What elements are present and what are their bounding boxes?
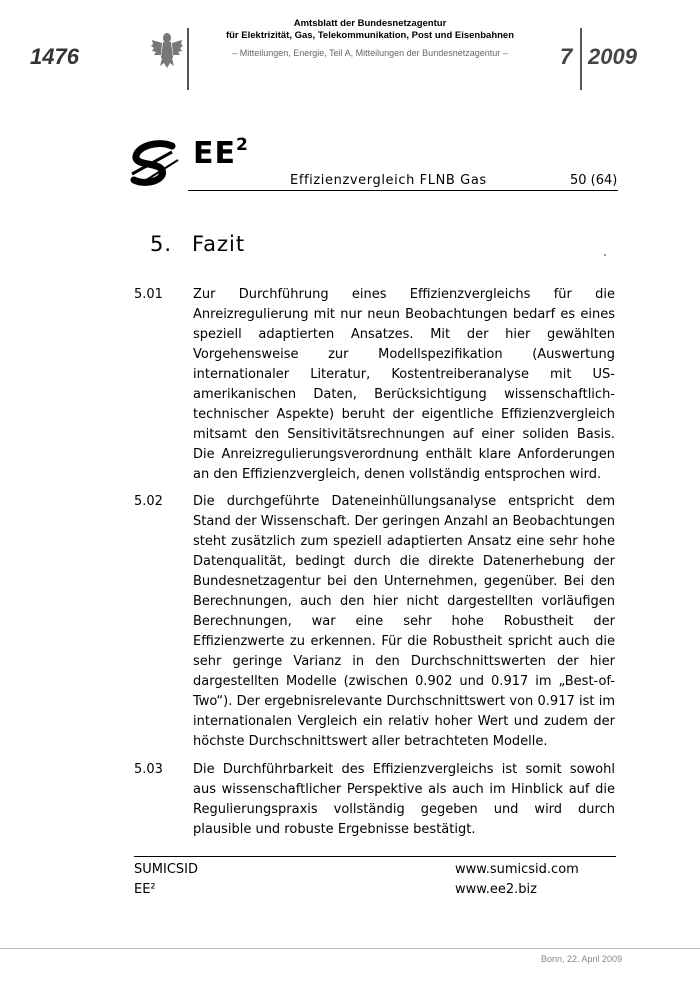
stray-dot <box>604 254 606 256</box>
publication-date: Bonn, 22. April 2009 <box>541 954 623 964</box>
section-title: Fazit <box>192 232 246 256</box>
page-bottom-rule <box>0 948 700 949</box>
report-title: Effizienzvergleich FLNB Gas <box>290 173 487 188</box>
issue-year: 2009 <box>588 44 637 69</box>
header-divider-right <box>580 28 582 90</box>
gazette-subtitle: für Elektrizität, Gas, Telekommunikation, Post und Eisenbahnen <box>225 30 515 41</box>
ee2-brand: $EE^2$ <box>193 135 249 171</box>
footer-url-ee2: www.ee2.biz <box>455 882 537 897</box>
report-header-rule <box>188 190 618 191</box>
gazette-section: – Mitteilungen, Energie, Teil A, Mitteilungen der Bundesnetzagentur – <box>232 48 508 58</box>
gazette-header <box>205 18 535 64</box>
item-text: Zur Durchführung eines Effizienzvergleichs für die Anreizregulierung mit nur neun Beobachtungen bedarf es eines speziell adaptierten Ansatzes. Mit der hier gewählten Vorgehensweise zur Modellspezifikation (Auswertung internationaler Literatur, Kostentreiberanalyse mit US-amerikanischen Daten, Berücksichtigung wissenschaftlich-technischer Aspekte) beruht der eigentliche Effizienzvergleich mitsamt den Sensitivitätsrechnungen auf einer soliden Basis. Die Anreizregulierungsverordnung enthält klare Anforderungen an den Effizienzvergleich, denen vollständig entsprochen wird. <box>193 287 615 482</box>
footer-url-sumicsid: www.sumicsid.com <box>455 862 579 877</box>
ee2-logo-icon <box>128 140 184 190</box>
report-page-number: 50 (64) <box>570 173 618 188</box>
footer-rule <box>134 856 616 857</box>
gazette-title: Amtsblatt der Bundesnetzagentur <box>293 18 447 29</box>
footer-company: SUMICSID <box>134 862 198 877</box>
footer-brand: EE² <box>134 882 156 897</box>
item-number: 5.03 <box>134 762 163 777</box>
issue-number: 7 <box>560 44 573 69</box>
item-text: Die durchgeführte Dateneinhüllungsanalyse entspricht dem Stand der Wissenschaft. Der geringen Anzahl an Beobachtungen steht zusätzlich zum speziell adaptierten Ansatz eine sehr hohe Datenqualität, bedingt durch die direkte Datenerhebung der Bundesnetzagentur bei den Unternehmen, gegenüber. Bei den Berechnungen, auch den hier nicht dargestellten vorläufigen Berechnungen, war eine sehr hohe Robustheit der Effizienzwerte zu erkennen. Für die Robustheit spricht auch die sehr geringe Varianz in den Durchschnittswerten der hier dargestellten Modelle (zwischen 0.902 und 0.917 im „Best-of-Two“). Der ergebnisrelevante Durchschnittswert von 0.917 ist im internationalen Vergleich ein relativ hoher Wert und zudem der höchste Durchschnittswert aller betrachteten Modelle. <box>193 494 615 749</box>
page-number: 1476 <box>30 44 79 69</box>
section-number: 5. <box>150 232 173 256</box>
federal-eagle-icon <box>150 30 184 72</box>
item-number: 5.01 <box>134 287 163 302</box>
item-number: 5.02 <box>134 494 163 509</box>
item-text: Die Durchführbarkeit des Effizienzvergleichs ist somit sowohl aus wissenschaftlicher Perspektive als auch im Hinblick auf die Regulierungspraxis vollständig gegeben und wird durch plausible und robuste Ergebnisse bestätigt. <box>193 762 615 837</box>
header-divider-left <box>187 28 189 90</box>
